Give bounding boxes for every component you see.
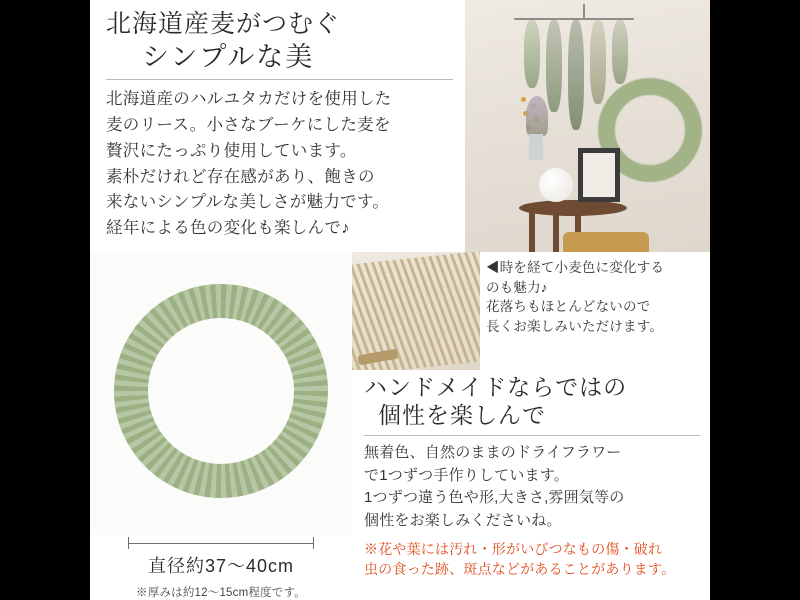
wheat-wreath-shape: [114, 284, 328, 498]
stool-leg-shape: [553, 210, 559, 252]
headline-line-2: シンプルな美: [142, 41, 315, 72]
aging-caption-line: ◀時を経て小麦色に変化する: [486, 260, 665, 275]
intro-line: 経年による色の変化も楽しんで♪: [106, 219, 350, 238]
intro-text-block: [90, 0, 465, 252]
stool-top-shape: [519, 200, 627, 216]
handmade-line: 個性をお楽しみくださいね。: [364, 511, 562, 529]
handmade-line: 無着色、自然のままのドライフラワー: [364, 444, 622, 462]
aging-caption-line: 花落ちもほとんどないので: [486, 299, 651, 315]
round-lamp-shape: [539, 168, 573, 202]
hero-interior-photo: [465, 0, 710, 252]
aging-caption-line: 長くお楽しみいただけます。: [486, 318, 664, 334]
intro-line: 素朴だけれど存在感があり、飽きの: [106, 167, 375, 186]
dimension-block: [90, 535, 352, 600]
handmade-line: で1つずつ手作りしています。: [364, 466, 569, 484]
dimension-label: 直径約37〜40cm: [147, 556, 295, 576]
hanging-bunch-shape: [612, 20, 628, 84]
vase-shape: [529, 134, 543, 160]
intro-line: 贅沢にたっぷり使用しています。: [106, 141, 357, 160]
picture-frame-shape: [578, 148, 620, 202]
caution-line: ※花や葉には汚れ・形がいびつなもの傷・破れ: [364, 541, 663, 557]
aging-caption-block: [480, 252, 710, 370]
product-wreath-photo: [90, 252, 352, 535]
handmade-divider: [364, 435, 700, 436]
headline-line-1: 北海道産麦がつむぐ: [106, 10, 341, 38]
handmade-line: 1つずつ違う色や形,大きさ,雰囲気等の: [364, 489, 625, 507]
thickness-note: ※厚みは約12〜15cm程度です。: [136, 587, 306, 599]
intro-line: 来ないシンプルな美しさが魅力です。: [106, 193, 390, 212]
stool-leg-shape: [529, 210, 535, 252]
aged-wheat-photo: [352, 252, 480, 370]
intro-line: 北海道産のハルユタカだけを使用した: [106, 90, 392, 109]
hanging-bunch-shape: [524, 20, 540, 88]
handmade-heading-2: 個性を楽しんで: [378, 401, 546, 428]
handmade-heading-1: ハンドメイドならではの: [364, 374, 628, 400]
aging-caption-line: のも魅力♪: [486, 279, 548, 295]
hanging-bunch-shape: [590, 20, 606, 104]
intro-line: 麦のリース。小さなブーケにした麦を: [106, 116, 391, 135]
basket-shape: [563, 232, 649, 252]
intro-paragraph: [106, 87, 455, 241]
product-description-sheet: [90, 0, 710, 600]
handmade-paragraph: [364, 442, 702, 532]
headline-divider: [106, 79, 453, 80]
handmade-text-block: [352, 370, 710, 535]
dimension-measure-bar: [128, 537, 314, 549]
vase-stems-shape: [526, 96, 548, 136]
hanging-bunch-shape: [546, 20, 562, 112]
hanging-bunch-shape: [568, 20, 584, 130]
caution-text-block: [352, 535, 710, 600]
caution-line: 虫の食った跡、斑点などがあることがあります。: [364, 561, 676, 578]
